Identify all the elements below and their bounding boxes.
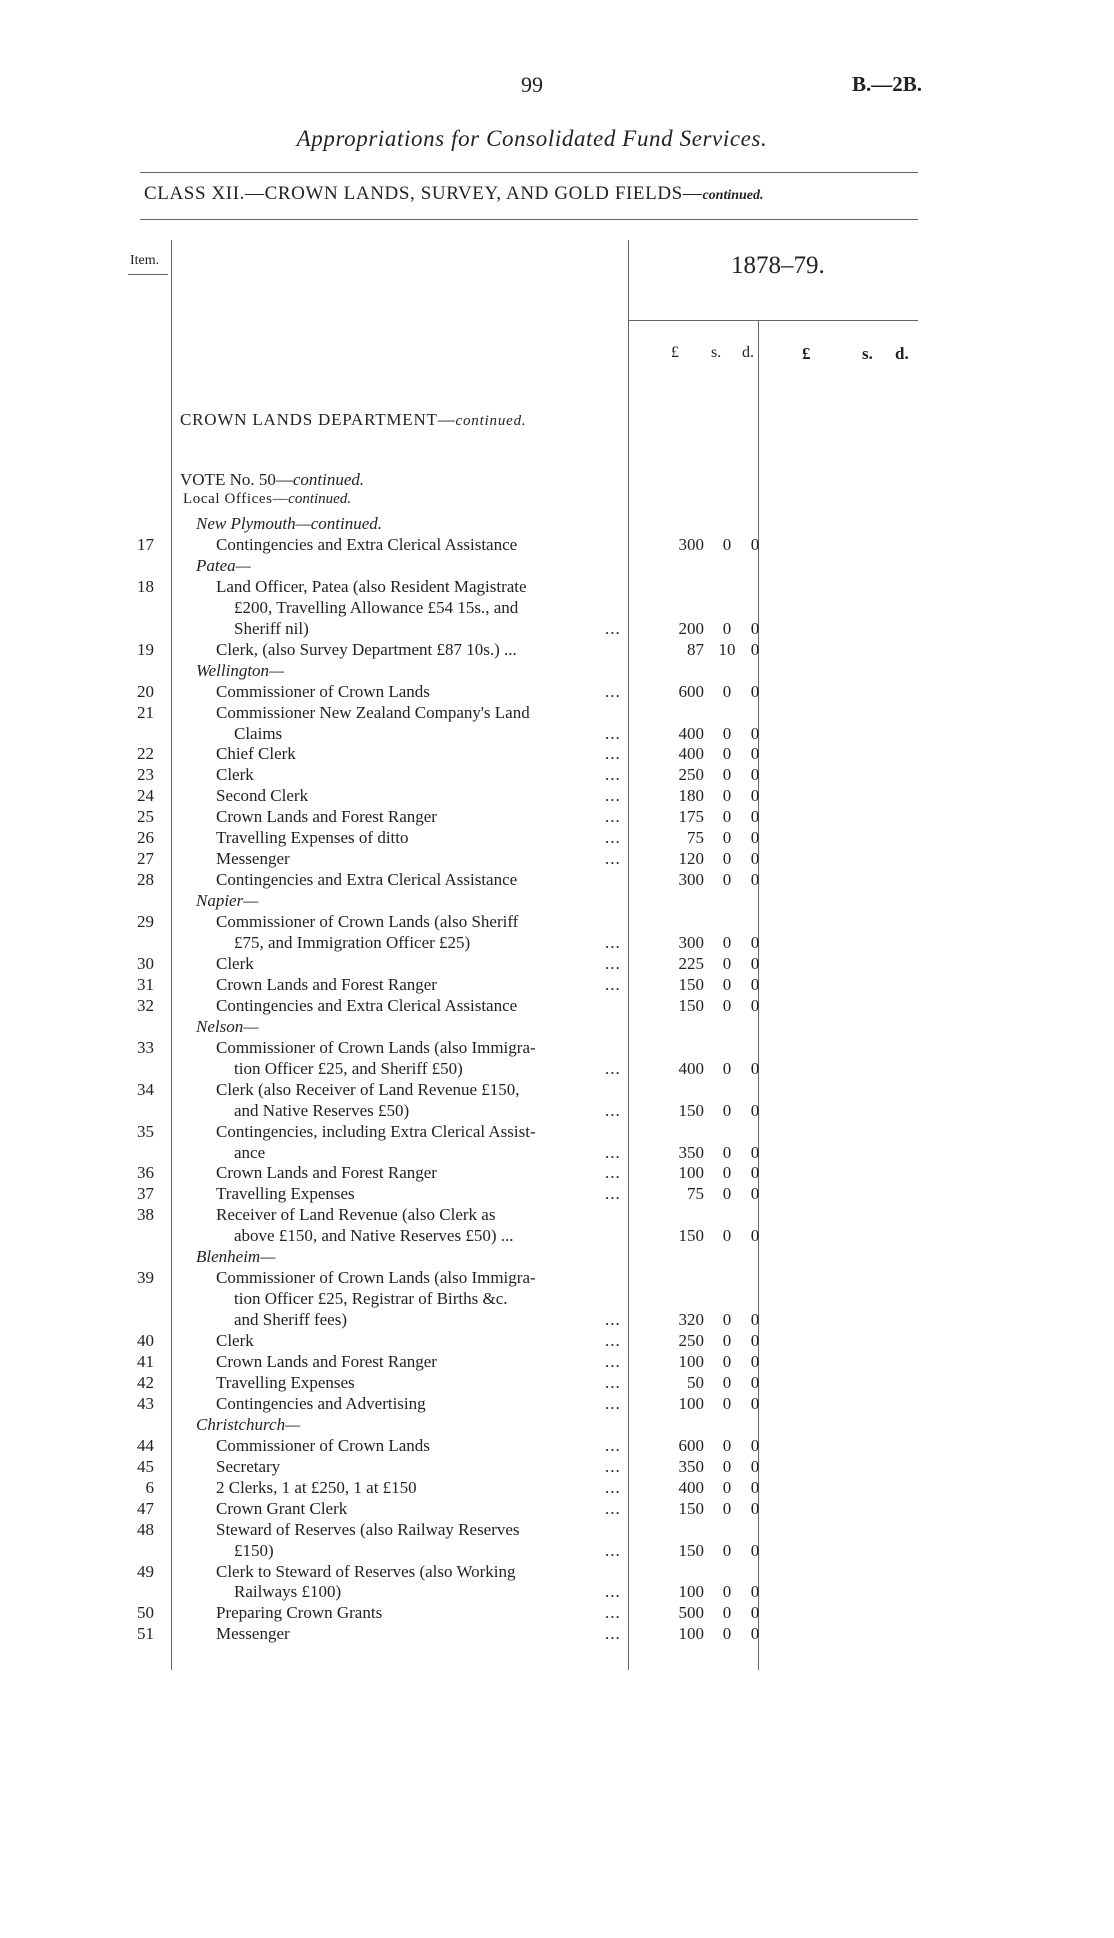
amount-pence: 0 [750, 1499, 760, 1518]
amount-shillings: 0 [722, 744, 732, 763]
amount-shillings: 0 [722, 996, 732, 1015]
amount-pence: 0 [750, 682, 760, 701]
leader-dots: ... [605, 1163, 621, 1182]
leader-dots: ... [605, 619, 621, 638]
amount-pence: 0 [750, 640, 760, 659]
leader-dots: ... [605, 1436, 621, 1455]
leader-dots: ... [605, 765, 621, 784]
item-number: 26 [137, 828, 154, 847]
item-description: Receiver of Land Revenue (also Clerk as [216, 1205, 496, 1224]
leader-dots: ... [605, 933, 621, 952]
amount-pence: 0 [750, 933, 760, 952]
class-heading [144, 183, 764, 205]
amount-pounds: 400 [678, 1059, 704, 1078]
amount-shillings: 0 [722, 1352, 732, 1371]
item-number: 48 [137, 1520, 154, 1539]
amount-pence: 0 [750, 1226, 760, 1245]
amount-pence: 0 [750, 1478, 760, 1497]
amount-shillings: 0 [722, 765, 732, 784]
item-description: Clerk [216, 954, 254, 973]
item-description: Crown Lands and Forest Ranger [216, 1163, 437, 1182]
leader-dots: ... [605, 828, 621, 847]
item-description: Travelling Expenses [216, 1373, 355, 1392]
item-description: Chief Clerk [216, 744, 296, 763]
leader-dots: ... [605, 849, 621, 868]
leader-dots: ... [605, 682, 621, 701]
item-number: 37 [137, 1184, 154, 1203]
leader-dots: ... [605, 1331, 621, 1350]
amount-shillings: 0 [722, 1582, 732, 1601]
amount-pounds: 250 [678, 765, 704, 784]
item-description: New Plymouth—continued. [196, 514, 383, 533]
amount-pence: 0 [750, 1603, 760, 1622]
item-column-header: Item. [130, 253, 160, 268]
amount-shillings: 0 [722, 807, 732, 826]
item-description: Patea— [196, 556, 251, 575]
amount-pence: 0 [750, 744, 760, 763]
item-description: Crown Lands and Forest Ranger [216, 1352, 437, 1371]
item-column-divider [171, 240, 172, 1670]
amount-shillings: 0 [722, 1436, 732, 1455]
item-number: 39 [137, 1268, 154, 1287]
item-description: Crown Lands and Forest Ranger [216, 807, 437, 826]
amount-shillings: 0 [722, 975, 732, 994]
item-number: 49 [137, 1562, 154, 1581]
item-description: Contingencies and Extra Clerical Assistance [216, 535, 518, 554]
amount-pounds: 350 [678, 1457, 704, 1476]
leader-dots: ... [605, 786, 621, 805]
amount-shillings: 0 [722, 724, 732, 743]
amount-pence: 0 [750, 535, 760, 554]
item-description: Christchurch— [196, 1415, 301, 1434]
item-description: Land Officer, Patea (also Resident Magistrate [216, 577, 527, 596]
amount-pounds: 87 [687, 640, 704, 659]
total-shillings-header: s. [862, 344, 873, 363]
amount-pence: 0 [750, 870, 760, 889]
page-number: 99 [521, 72, 543, 97]
item-number: 47 [137, 1499, 154, 1518]
local-offices-heading [183, 491, 351, 508]
item-description: Commissioner of Crown Lands (also Immigra- [216, 1268, 536, 1287]
amount-shillings: 0 [722, 828, 732, 847]
page-title: Appropriations for Consolidated Fund Services. [296, 126, 768, 151]
amount-shillings: 0 [722, 535, 732, 554]
item-description: Commissioner of Crown Lands (also Immigra- [216, 1038, 536, 1057]
amount-pence: 0 [750, 975, 760, 994]
amount-pence: 0 [750, 1624, 760, 1643]
total-pounds-header: £ [802, 344, 811, 363]
amount-shillings: 0 [722, 1226, 732, 1245]
amount-pence: 0 [750, 1163, 760, 1182]
amount-pence: 0 [750, 1541, 760, 1560]
amount-pence: 0 [750, 849, 760, 868]
amount-pence: 0 [750, 828, 760, 847]
amount-pence: 0 [750, 1373, 760, 1392]
pounds-header: £ [671, 344, 679, 361]
item-number: 30 [137, 954, 154, 973]
amount-pounds: 100 [678, 1352, 704, 1371]
item-description: above £150, and Native Reserves £50) ... [234, 1226, 514, 1245]
item-number: 33 [137, 1038, 154, 1057]
item-number: 36 [137, 1163, 154, 1182]
amount-pence: 0 [750, 1310, 760, 1329]
item-description: Crown Lands and Forest Ranger [216, 975, 437, 994]
amount-shillings: 0 [722, 1541, 732, 1560]
item-description: Contingencies, including Extra Clerical Assist- [216, 1122, 536, 1141]
amount-pounds: 175 [678, 807, 704, 826]
item-description: Travelling Expenses [216, 1184, 355, 1203]
item-number: 31 [137, 975, 154, 994]
total-pence-header: d. [895, 344, 909, 363]
amount-pounds: 150 [678, 1499, 704, 1518]
item-description: Contingencies and Advertising [216, 1394, 426, 1413]
leader-dots: ... [605, 807, 621, 826]
item-description: tion Officer £25, Registrar of Births &c. [234, 1289, 508, 1308]
leader-dots: ... [605, 1101, 621, 1120]
class-heading-text: CLASS XII.—CROWN LANDS, SURVEY, AND GOLD FIELDS— [144, 183, 703, 204]
amount-pence: 0 [750, 1059, 760, 1078]
item-description: Sheriff nil) [234, 619, 309, 638]
item-number: 21 [137, 703, 154, 722]
item-header-rule [128, 274, 168, 275]
amount-shillings: 0 [722, 849, 732, 868]
item-number: 23 [137, 765, 154, 784]
amount-shillings: 0 [722, 1603, 732, 1622]
amount-pounds: 600 [678, 1436, 704, 1455]
amount-pence: 0 [750, 619, 760, 638]
item-description: £150) [234, 1541, 274, 1560]
amount-shillings: 0 [722, 954, 732, 973]
item-number: 6 [145, 1478, 154, 1497]
amount-pounds: 300 [678, 535, 704, 554]
item-number: 40 [137, 1331, 154, 1350]
document-reference: B.—2B. [851, 72, 922, 96]
amount-pounds: 200 [678, 619, 704, 638]
leader-dots: ... [605, 1499, 621, 1518]
vote-suffix: continued. [292, 470, 365, 489]
amount-pounds: 75 [687, 828, 704, 847]
amount-pence: 0 [750, 1352, 760, 1371]
amount-pence: 0 [750, 954, 760, 973]
item-number: 44 [137, 1436, 154, 1455]
item-description: Clerk [216, 1331, 254, 1350]
amount-pounds: 400 [678, 724, 704, 743]
amount-pounds: 150 [678, 996, 704, 1015]
amount-pounds: 225 [678, 954, 704, 973]
amount-shillings: 0 [722, 1310, 732, 1329]
amount-pence: 0 [750, 996, 760, 1015]
item-description: Railways £100) [234, 1582, 342, 1601]
item-number: 43 [137, 1394, 154, 1413]
item-description: Commissioner of Crown Lands [216, 1436, 430, 1455]
amount-pounds: 75 [687, 1184, 704, 1203]
department-suffix: continued. [455, 413, 527, 429]
department-text: CROWN LANDS DEPARTMENT— [180, 410, 456, 429]
amount-column-divider [628, 240, 629, 1670]
leader-dots: ... [605, 1603, 621, 1622]
leader-dots: ... [605, 1541, 621, 1560]
amount-shillings: 0 [722, 933, 732, 952]
amount-pence: 0 [750, 786, 760, 805]
item-description: ance [234, 1143, 266, 1162]
amount-shillings: 0 [722, 1499, 732, 1518]
amount-pounds: 150 [678, 1101, 704, 1120]
item-description: Messenger [216, 849, 290, 868]
leader-dots: ... [605, 1457, 621, 1476]
amount-pounds: 350 [678, 1143, 704, 1162]
amount-shillings: 0 [722, 1457, 732, 1476]
item-description: Preparing Crown Grants [216, 1603, 383, 1622]
item-description: Second Clerk [216, 786, 309, 805]
item-number: 51 [137, 1624, 154, 1643]
amount-pounds: 100 [678, 1624, 704, 1643]
amount-pounds: 150 [678, 975, 704, 994]
class-heading-suffix: continued. [702, 188, 764, 203]
item-number: 27 [137, 849, 154, 868]
item-number: 17 [137, 535, 154, 554]
amount-pence: 0 [750, 1143, 760, 1162]
amount-shillings: 0 [722, 1373, 732, 1392]
item-description: Clerk [216, 765, 254, 784]
amount-pence: 0 [750, 1436, 760, 1455]
amount-pounds: 400 [678, 744, 704, 763]
amount-shillings: 0 [722, 619, 732, 638]
item-number: 35 [137, 1122, 154, 1141]
local-offices-text: Local Offices— [183, 491, 289, 507]
amount-pence: 0 [750, 1331, 760, 1350]
amount-pounds: 100 [678, 1163, 704, 1182]
amount-pounds: 180 [678, 786, 704, 805]
item-description: Messenger [216, 1624, 290, 1643]
amount-shillings: 0 [722, 1394, 732, 1413]
amount-pounds: 120 [678, 849, 704, 868]
leader-dots: ... [605, 1184, 621, 1203]
amount-pounds: 50 [687, 1373, 704, 1392]
item-number: 50 [137, 1603, 154, 1622]
amount-pounds: 150 [678, 1226, 704, 1245]
amount-pence: 0 [750, 1582, 760, 1601]
leader-dots: ... [605, 1143, 621, 1162]
item-number: 22 [137, 744, 154, 763]
item-description: Clerk, (also Survey Department £87 10s.) ... [216, 640, 517, 659]
leader-dots: ... [605, 1310, 621, 1329]
amount-pounds: 320 [678, 1310, 704, 1329]
amount-pounds: 100 [678, 1582, 704, 1601]
amount-pounds: 300 [678, 933, 704, 952]
item-description: Nelson— [196, 1017, 259, 1036]
amount-pounds: 100 [678, 1394, 704, 1413]
item-description: Commissioner New Zealand Company's Land [216, 703, 530, 722]
item-description: Wellington— [196, 661, 285, 680]
item-number: 34 [137, 1080, 154, 1099]
item-description: and Native Reserves £50) [234, 1101, 410, 1120]
amount-shillings: 0 [722, 1624, 732, 1643]
vote-heading [180, 470, 364, 490]
amount-shillings: 0 [722, 1184, 732, 1203]
item-description: tion Officer £25, and Sheriff £50) [234, 1059, 463, 1078]
leader-dots: ... [605, 1394, 621, 1413]
amount-pence: 0 [750, 807, 760, 826]
department-heading [180, 410, 526, 430]
leader-dots: ... [605, 954, 621, 973]
amount-pence: 0 [750, 1457, 760, 1476]
item-description: Napier— [196, 891, 259, 910]
amount-pence: 0 [750, 1394, 760, 1413]
amount-pounds: 150 [678, 1541, 704, 1560]
item-description: Clerk to Steward of Reserves (also Working [216, 1562, 516, 1581]
amount-shillings: 0 [722, 1331, 732, 1350]
amount-shillings: 0 [722, 786, 732, 805]
local-offices-suffix: continued. [288, 491, 352, 507]
item-number: 38 [137, 1205, 154, 1224]
leader-dots: ... [605, 1582, 621, 1601]
amount-pence: 0 [750, 1184, 760, 1203]
item-number: 29 [137, 912, 154, 931]
item-number: 28 [137, 870, 154, 889]
amount-pounds: 400 [678, 1478, 704, 1497]
amount-shillings: 0 [722, 1059, 732, 1078]
amount-pence: 0 [750, 1101, 760, 1120]
leader-dots: ... [605, 1373, 621, 1392]
item-description: Blenheim— [196, 1247, 276, 1266]
item-description: £200, Travelling Allowance £54 15s., and [234, 598, 519, 617]
leader-dots: ... [605, 1624, 621, 1643]
item-description: 2 Clerks, 1 at £250, 1 at £150 [216, 1478, 417, 1497]
item-description: and Sheriff fees) [234, 1310, 347, 1329]
amount-shillings: 10 [718, 640, 736, 659]
item-number: 41 [137, 1352, 154, 1371]
item-description: Secretary [216, 1457, 281, 1476]
item-number: 24 [137, 786, 154, 805]
amount-shillings: 0 [722, 1163, 732, 1182]
title-rule [140, 172, 918, 173]
leader-dots: ... [605, 724, 621, 743]
item-number: 42 [137, 1373, 154, 1392]
year-header: 1878–79. [731, 252, 825, 279]
item-description: Commissioner of Crown Lands (also Sheriff [216, 912, 519, 931]
item-description: Clerk (also Receiver of Land Revenue £150, [216, 1080, 520, 1099]
item-number: 20 [137, 682, 154, 701]
amount-shillings: 0 [722, 682, 732, 701]
item-number: 19 [137, 640, 154, 659]
amount-pounds: 500 [678, 1603, 704, 1622]
class-rule [140, 219, 918, 220]
pence-header: d. [742, 344, 754, 361]
amount-shillings: 0 [722, 1143, 732, 1162]
item-description: Contingencies and Extra Clerical Assistance [216, 870, 518, 889]
item-description: Steward of Reserves (also Railway Reserves [216, 1520, 520, 1539]
amount-pounds: 600 [678, 682, 704, 701]
amount-pounds: 250 [678, 1331, 704, 1350]
item-description: £75, and Immigration Officer £25) [234, 933, 471, 952]
year-rule [628, 320, 918, 321]
amount-pence: 0 [750, 765, 760, 784]
item-number: 45 [137, 1457, 154, 1476]
item-number: 18 [137, 577, 154, 596]
item-description: Commissioner of Crown Lands [216, 682, 430, 701]
amount-shillings: 0 [722, 870, 732, 889]
leader-dots: ... [605, 1352, 621, 1371]
leader-dots: ... [605, 975, 621, 994]
item-description: Claims [234, 724, 283, 743]
item-description: Crown Grant Clerk [216, 1499, 348, 1518]
item-number: 25 [137, 807, 154, 826]
amount-pence: 0 [750, 724, 760, 743]
vote-text: VOTE No. 50— [180, 470, 293, 489]
shillings-header: s. [711, 344, 722, 361]
amount-pounds: 300 [678, 870, 704, 889]
leader-dots: ... [605, 1059, 621, 1078]
item-description: Travelling Expenses of ditto [216, 828, 409, 847]
item-description: Contingencies and Extra Clerical Assistance [216, 996, 518, 1015]
amount-shillings: 0 [722, 1101, 732, 1120]
item-number: 32 [137, 996, 154, 1015]
leader-dots: ... [605, 744, 621, 763]
leader-dots: ... [605, 1478, 621, 1497]
amount-shillings: 0 [722, 1478, 732, 1497]
